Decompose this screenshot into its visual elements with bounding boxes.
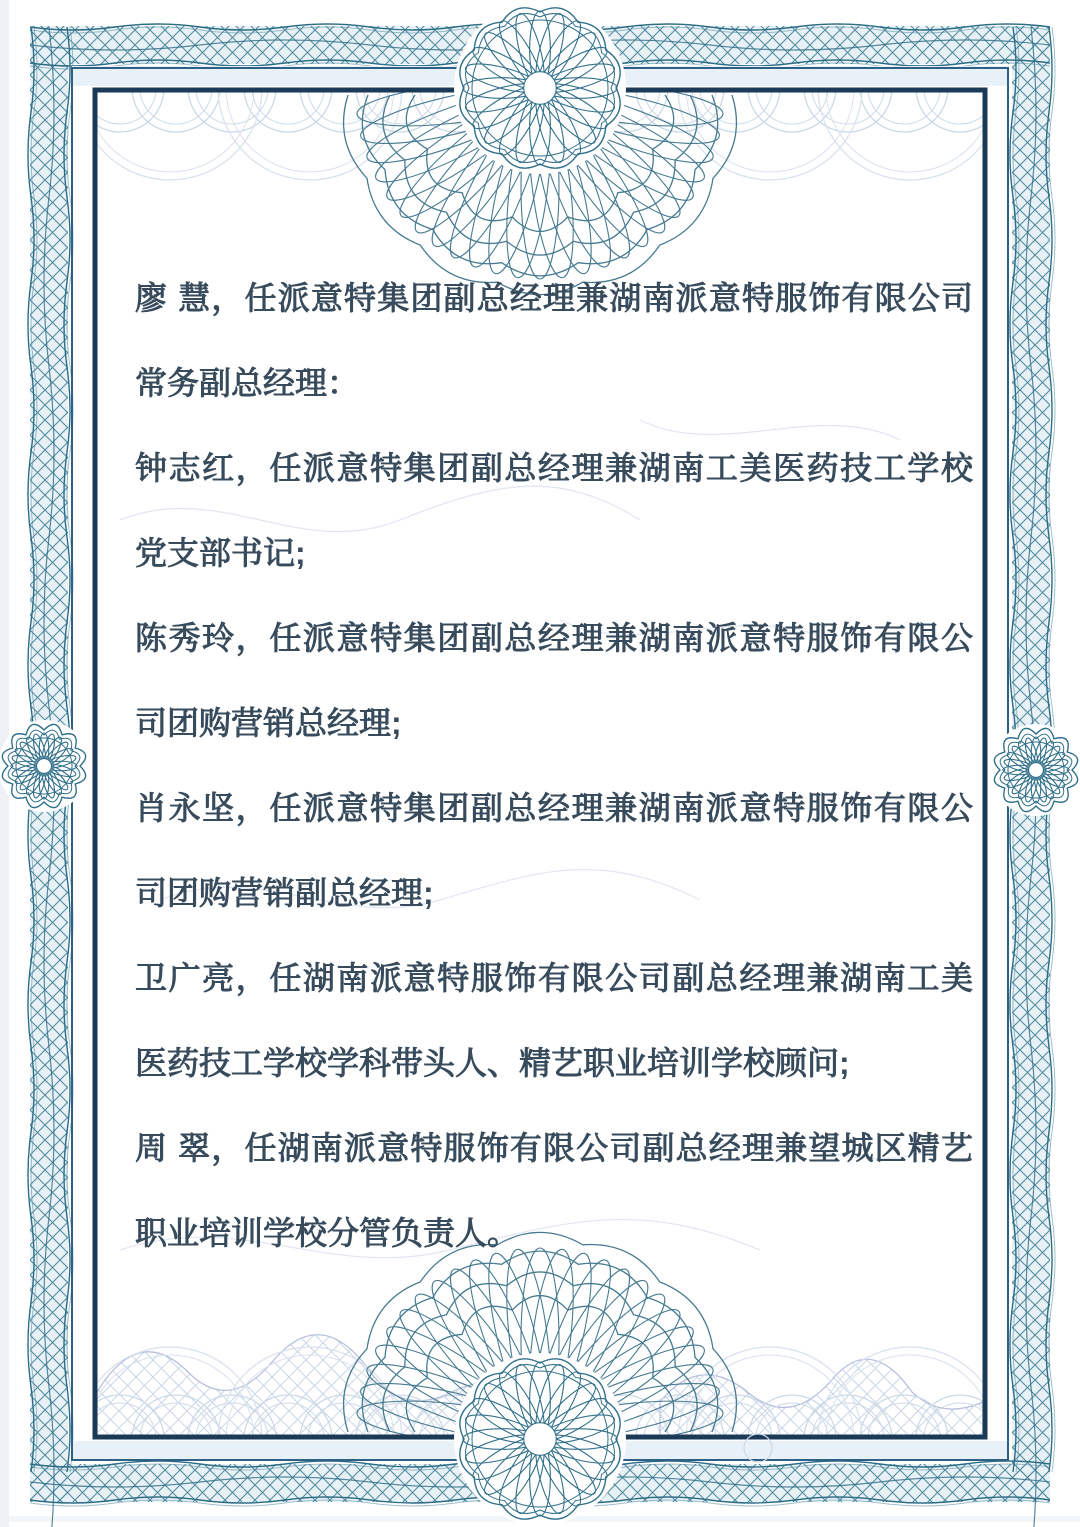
appointment-entry [135, 256, 973, 426]
appointment-entry [135, 596, 973, 766]
entry-line1-text: 任派意特集团副总经理兼湖南派意特服饰有限公 [269, 790, 973, 826]
appointment-entry [135, 1106, 973, 1276]
entry-first-line [135, 256, 973, 341]
entry-line1-text: 任派意特集团副总经理兼湖南工美医药技工学校 [269, 450, 973, 486]
entry-first-line [135, 1106, 973, 1191]
entry-second-line: 常务副总经理： [135, 365, 360, 401]
person-name: 钟志红， [135, 450, 270, 486]
entry-first-line [135, 596, 973, 681]
entry-second-line: 司团购营销总经理; [135, 705, 402, 741]
entry-line1-text: 任湖南派意特服饰有限公司副总经理兼望城区精艺 [244, 1130, 973, 1166]
entry-line1-text: 任派意特集团副总经理兼湖南派意特服饰有限公 [269, 620, 973, 656]
entry-line1-text: 任派意特集团副总经理兼湖南派意特服饰有限公司 [244, 280, 973, 316]
appointment-entry [135, 426, 973, 596]
entry-first-line [135, 766, 973, 851]
entry-first-line [135, 936, 973, 1021]
appointment-text-block [135, 256, 973, 1276]
person-name: 肖永坚， [135, 790, 270, 826]
person-name: 廖 慧， [135, 280, 245, 316]
entry-line1-text: 任湖南派意特服饰有限公司副总经理兼湖南工美 [269, 960, 973, 996]
entry-second-line: 党支部书记; [135, 535, 306, 571]
person-name: 周 翠， [135, 1130, 245, 1166]
person-name: 陈秀玲， [135, 620, 270, 656]
entry-first-line [135, 426, 973, 511]
entry-second-line: 司团购营销副总经理; [135, 875, 434, 911]
appointment-entry [135, 936, 973, 1106]
entry-second-line: 医药技工学校学科带头人、精艺职业培训学校顾问; [135, 1045, 850, 1081]
appointment-entry [135, 766, 973, 936]
entry-second-line: 职业培训学校分管负责人。 [135, 1215, 520, 1251]
person-name: 卫广亮， [135, 960, 270, 996]
